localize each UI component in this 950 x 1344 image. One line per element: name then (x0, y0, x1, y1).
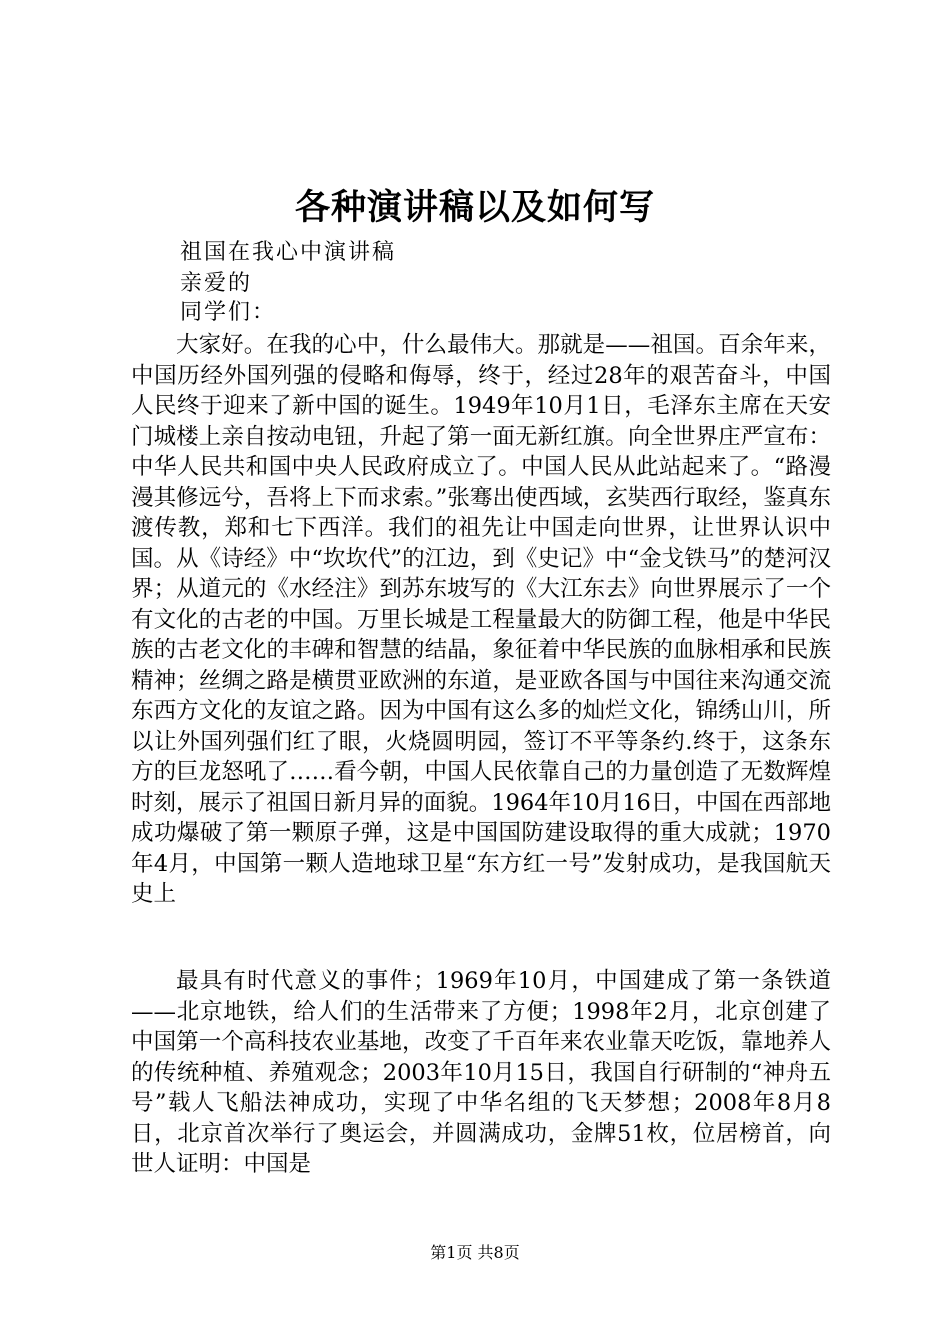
salutation-line-1: 祖国在我心中演讲稿 (180, 240, 397, 265)
salutation-line-3: 同学们： (180, 300, 277, 325)
salutation-line-2: 亲爱的 (180, 271, 253, 296)
page-footer: 第1页 共8页 (430, 1243, 520, 1262)
page-title: 各种演讲稿以及如何写 (294, 187, 655, 228)
body-paragraph-2: 最具有时代意义的事件；1969年10月，中国建成了第一条铁道——北京地铁，给人们的生活带来了方便；1998年2月，北京创建了中国第一个高科技农业基地，改变了千百年来农业靠天吃饭，靠地养人的传统种植、养殖观念；2003年10月15日，我国自行研制的“神舟五号”载人飞船法神成功，实现了中华名组的飞天梦想；2008年8月8日，北京首次举行了奥运会，并圆满成功，金牌51枚，位居榜首，向世人证明：中国是 (131, 968, 831, 1177)
body-paragraph-1: 大家好。在我的心中，什么最伟大。那就是——祖国。百余年来，中国历经外国列强的侵略和侮辱，终于，经过28年的艰苦奋斗，中国人民终于迎来了新中国的诞生。1949年10月1日，毛泽东主席在天安门城楼上亲自按动电钮，升起了第一面无新红旗。向全世界庄严宣布：中华人民共和国中央人民政府成立了。中国人民从此站起来了。“路漫漫其修远兮，吾将上下而求索。”张骞出使西域，玄奘西行取经，鉴真东渡传教，郑和七下西洋。我们的祖先让中国走向世界，让世界认识中国。从《诗经》中“坎坎代”的江边，到《史记》中“金戈铁马”的楚河汉界；从道元的《水经注》到苏东坡写的《大江东去》向世界展示了一个有文化的古老的中国。万里长城是工程量最大的防御工程，他是中华民族的古老文化的丰碑和智慧的结晶，象征着中华民族的血脉相承和民族精神；丝绸之路是横贯亚欧洲的东道，是亚欧各国与中国往来沟通交流东西方文化的友谊之路。因为中国有这么多的灿烂文化，锦绣山川，所以让外国列强们红了眼，火烧圆明园，签订不平等条约.终于，这条东方的巨龙怒吼了……看今朝，中国人民依靠自己的力量创造了无数辉煌时刻，展示了祖国日新月异的面貌。1964年10月16日，中国在西部地成功爆破了第一颗原子弹，这是中国国防建设取得的重大成就；1970年4月，中国第一颗人造地球卫星“东方红一号”发射成功，是我国航天史上 (131, 332, 831, 907)
